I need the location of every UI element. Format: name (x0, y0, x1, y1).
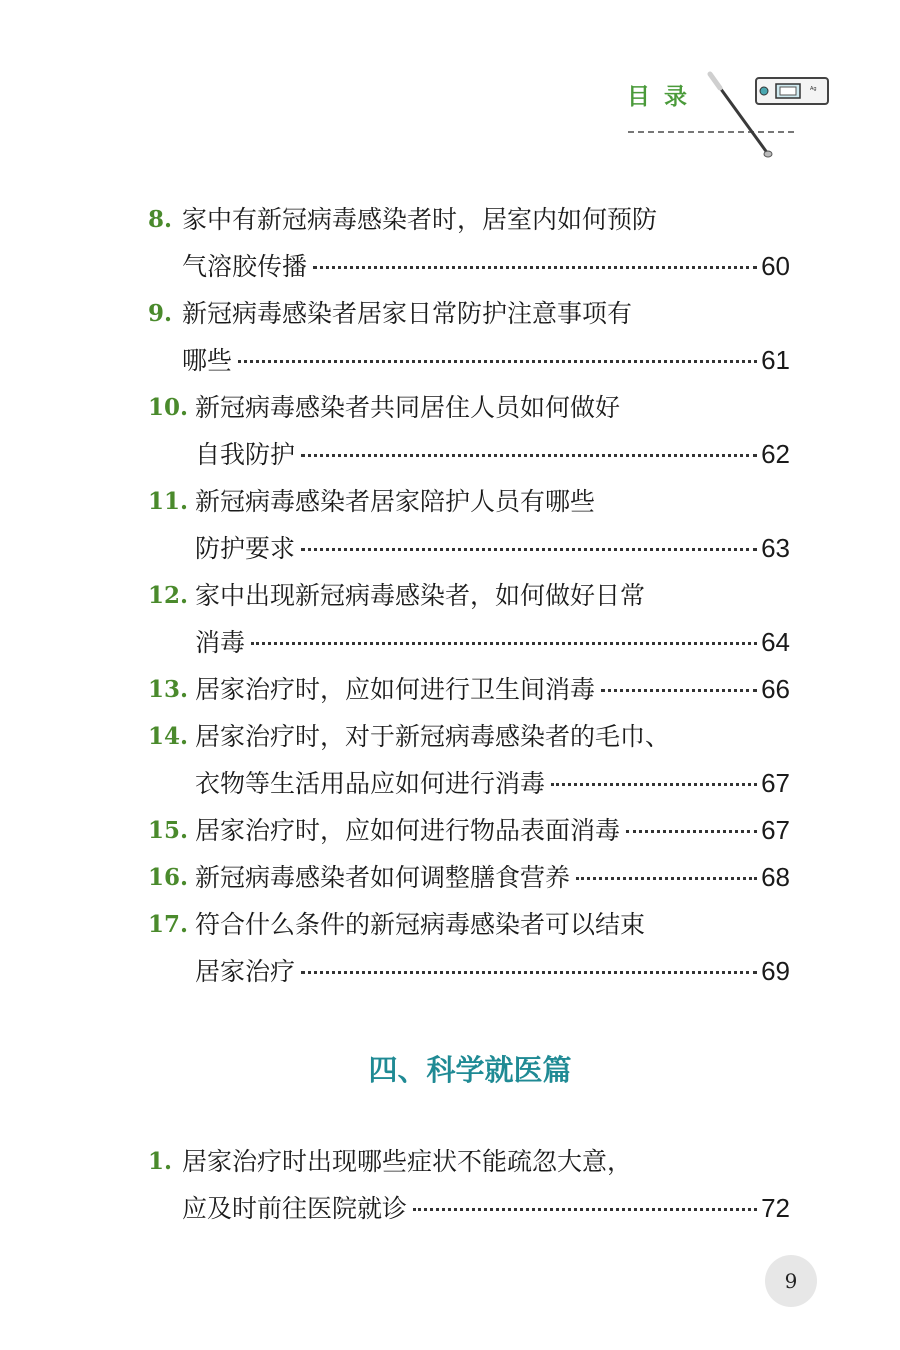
entry-number: 14. (148, 723, 189, 750)
entry-title-line2: 居家治疗 (195, 957, 296, 986)
toc-entry[interactable] (148, 901, 790, 995)
entry-page-number: 66 (761, 674, 790, 704)
entry-number: 10. (148, 394, 189, 421)
entry-title-line2: 衣物等生活用品应如何进行消毒 (195, 769, 546, 798)
toc-entry[interactable] (148, 1138, 790, 1232)
entry-page-number: 62 (761, 439, 790, 469)
dot-leader (238, 360, 757, 363)
entry-title-line1: 符合什么条件的新冠病毒感染者可以结束 (195, 910, 646, 939)
entry-title: 居家治疗时，应如何进行物品表面消毒 (195, 816, 621, 845)
dot-leader (251, 642, 757, 645)
toc-header-title: 目录 (627, 84, 701, 110)
entry-page-number: 68 (761, 862, 790, 892)
entry-title-line2: 防护要求 (195, 534, 296, 563)
dot-leader (626, 830, 757, 833)
toc-entry[interactable] (148, 854, 790, 901)
section-heading: 四、科学就医篇 (368, 1053, 572, 1087)
dot-leader (313, 266, 757, 269)
entry-page-number: 64 (761, 627, 790, 657)
toc-entry[interactable] (148, 478, 790, 572)
entry-title-line1: 新冠病毒感染者居家陪护人员有哪些 (195, 487, 596, 516)
entry-title: 新冠病毒感染者如何调整膳食营养 (195, 863, 571, 892)
entry-number: 12. (148, 582, 189, 609)
toc-entry[interactable] (148, 196, 790, 290)
toc-entry[interactable] (148, 713, 790, 807)
toc-list-section-1 (148, 196, 790, 995)
dot-leader (301, 971, 757, 974)
entry-number: 17. (148, 911, 189, 938)
entry-page-number: 72 (761, 1193, 790, 1223)
entry-title-line2: 消毒 (195, 628, 246, 657)
entry-title-line2: 自我防护 (195, 440, 296, 469)
entry-page-number: 69 (761, 956, 790, 986)
entry-title-line1: 居家治疗时，对于新冠病毒感染者的毛巾、 (195, 722, 671, 751)
dot-leader (413, 1208, 757, 1211)
entry-title-line1: 新冠病毒感染者共同居住人员如何做好 (195, 393, 621, 422)
entry-number: 1. (148, 1148, 173, 1175)
entry-title-line1: 家中有新冠病毒感染者时，居室内如何预防 (182, 205, 658, 234)
toc-list-section-2 (148, 1138, 790, 1232)
entry-title-line1: 家中出现新冠病毒感染者，如何做好日常 (195, 581, 646, 610)
entry-title: 居家治疗时，应如何进行卫生间消毒 (195, 675, 596, 704)
toc-entry[interactable] (148, 384, 790, 478)
entry-number: 9. (148, 300, 173, 327)
toc-entry[interactable] (148, 290, 790, 384)
toc-entry[interactable] (148, 572, 790, 666)
entry-page-number: 60 (761, 251, 790, 281)
dot-leader (301, 454, 757, 457)
test-kit-label: Ag (810, 86, 817, 92)
dot-leader (576, 877, 757, 880)
page-number-badge: 9 (765, 1255, 817, 1307)
toc-entry[interactable] (148, 666, 790, 713)
dot-leader (301, 548, 757, 551)
dot-leader (551, 783, 757, 786)
entry-page-number: 67 (761, 815, 790, 845)
entry-page-number: 61 (761, 345, 790, 375)
entry-number: 16. (148, 864, 189, 891)
entry-title-line1: 新冠病毒感染者居家日常防护注意事项有 (182, 299, 633, 328)
entry-title-line2: 应及时前往医院就诊 (182, 1194, 408, 1223)
entry-number: 11. (148, 488, 189, 515)
entry-title-line2: 气溶胶传播 (182, 252, 308, 281)
entry-number: 15. (148, 817, 189, 844)
entry-number: 8. (148, 206, 173, 233)
entry-title-line2: 哪些 (182, 346, 233, 375)
entry-page-number: 67 (761, 768, 790, 798)
swab-test-kit-icon (700, 68, 835, 160)
toc-entry[interactable] (148, 807, 790, 854)
entry-title-line1: 居家治疗时出现哪些症状不能疏忽大意， (182, 1147, 633, 1176)
dot-leader (601, 689, 757, 692)
entry-page-number: 63 (761, 533, 790, 563)
entry-number: 13. (148, 676, 189, 703)
